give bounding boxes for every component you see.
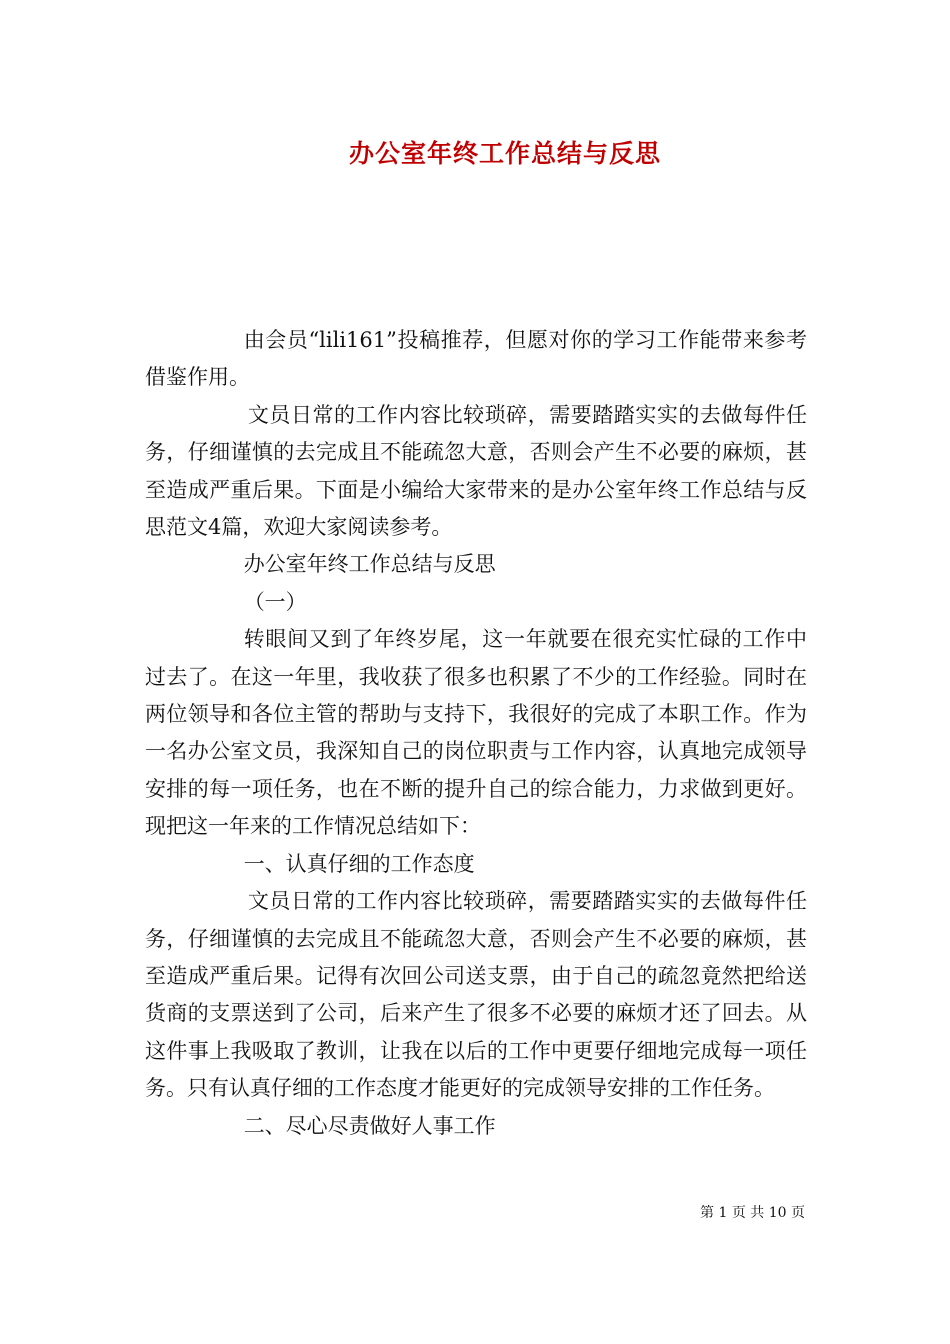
body-paragraph: 文员日常的工作内容比较琐碎，需要踏踏实实的去做每件任务，仔细谨慎的去完成且不能疏忽大意，否则会产生不必要的麻烦，甚至造成严重后果。记得有次回公司送支票，由于自己的疏忽竟然把给送货商的支票送到了公司，后来产生了很多不必要的麻烦才还了回去。从这件事上我吸取了教训，让我在以后的工作中更要仔细地完成每一项任务。只有认真仔细的工作态度才能更好的完成领导安排的工作任务。 bbox=[145, 889, 807, 1101]
summary-paragraph: 文员日常的工作内容比较琐碎，需要踏踏实实的去做每件任务，仔细谨慎的去完成且不能疏忽大意，否则会产生不必要的麻烦，甚至造成严重后果。下面是小编给大家带来的是办公室年终工作总结与反思范文4篇，欢迎大家阅读参考。 bbox=[145, 402, 807, 540]
page-number: 第 1 页 共 10 页 bbox=[700, 1205, 805, 1221]
section-heading: 办公室年终工作总结与反思 bbox=[243, 552, 496, 577]
body-paragraph: 转眼间又到了年终岁尾，这一年就要在很充实忙碌的工作中过去了。在这一年里，我收获了很多也积累了不少的工作经验。同时在两位领导和各位主管的帮助与支持下，我很好的完成了本职工作。作为一名办公室文员，我深知自己的岗位职责与工作内容，认真地完成领导安排的每一项任务，也在不断的提升自己的综合能力，力求做到更好。现把这一年来的工作情况总结如下： bbox=[145, 627, 807, 839]
document-body bbox=[145, 322, 807, 1145]
intro-paragraph: 由会员“lili161”投稿推荐，但愿对你的学习工作能带来参考借鉴作用。 bbox=[145, 328, 807, 390]
subheading-1: 一、认真仔细的工作态度 bbox=[243, 851, 475, 876]
section-number: （一） bbox=[243, 589, 307, 614]
document-title: 办公室年终工作总结与反思 bbox=[348, 139, 661, 168]
subheading-2: 二、尽心尽责做好人事工作 bbox=[243, 1113, 496, 1138]
